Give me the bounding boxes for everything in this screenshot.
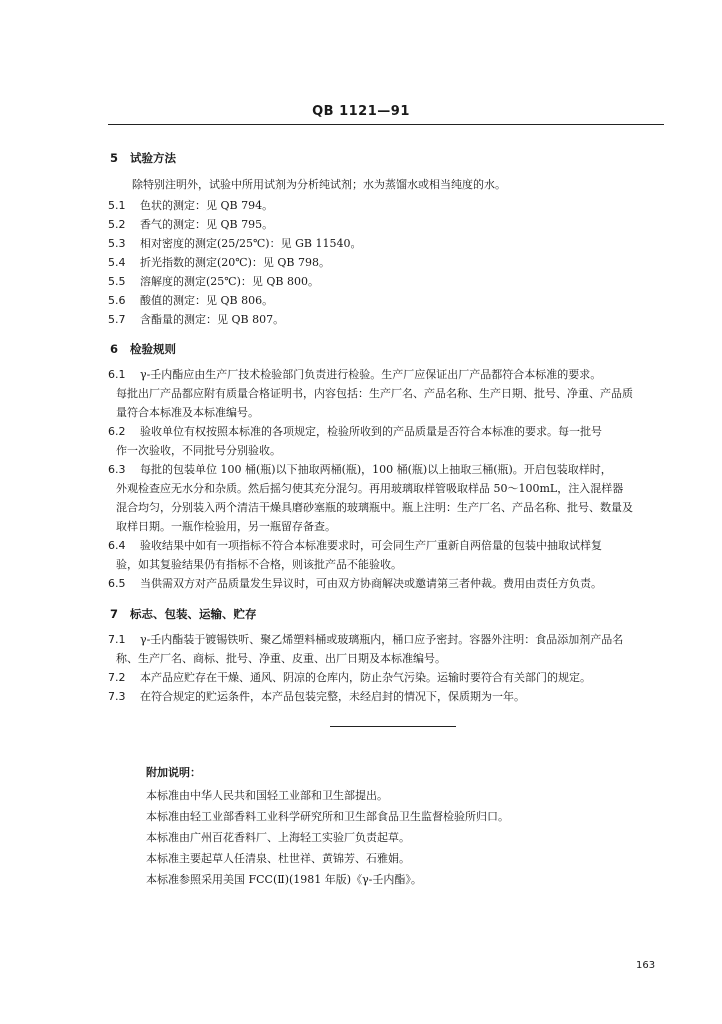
clause-5-7 bbox=[108, 311, 284, 327]
section-number: 5 bbox=[110, 151, 119, 165]
clause-text: 相对密度的测定(25/25℃)：见 GB 11540。 bbox=[140, 237, 362, 250]
section-heading: 试验方法 bbox=[130, 151, 176, 165]
clause-6-1-line-3: 量符合本标准及本标准编号。 bbox=[116, 406, 259, 419]
clause-6-3-line-1 bbox=[108, 461, 612, 477]
clause-number: 5.6 bbox=[108, 294, 126, 307]
clause-5-2 bbox=[108, 216, 273, 232]
clause-text: 在符合规定的贮运条件，本产品包装完整，未经启封的情况下，保质期为一年。 bbox=[140, 690, 525, 703]
clause-number: 7.2 bbox=[108, 671, 126, 684]
section-5-title bbox=[110, 150, 176, 166]
clause-number: 6.5 bbox=[108, 577, 126, 590]
clause-5-4 bbox=[108, 254, 330, 270]
clause-6-1-line-1 bbox=[108, 366, 601, 382]
clause-number: 6.1 bbox=[108, 368, 126, 381]
section-6-title bbox=[110, 341, 176, 357]
additional-notes-title: 附加说明： bbox=[146, 766, 201, 779]
section-5-intro: 除特别注明外，试验中所用试剂为分析纯试剂；水为蒸馏水或相当纯度的水。 bbox=[132, 178, 506, 191]
section-heading: 检验规则 bbox=[130, 342, 176, 356]
clause-7-1-line-1 bbox=[108, 631, 623, 647]
clause-6-5-line-1 bbox=[108, 575, 602, 591]
note-line: 本标准参照采用美国 FCC(Ⅱ)(1981 年版)《γ-壬内酯》。 bbox=[146, 873, 422, 886]
end-of-text-rule bbox=[330, 726, 456, 727]
clause-text: γ-壬内酯装于镀锡铁听、聚乙烯塑料桶或玻璃瓶内，桶口应予密封。容器外注明：食品添加剂产品名 bbox=[140, 633, 624, 646]
clause-text: 折光指数的测定(20℃)：见 QB 798。 bbox=[140, 256, 330, 269]
clause-5-1 bbox=[108, 197, 273, 213]
clause-number: 6.2 bbox=[108, 425, 126, 438]
clause-number: 5.3 bbox=[108, 237, 126, 250]
clause-6-2-line-2: 作一次验收，不同批号分别验收。 bbox=[116, 444, 281, 457]
clause-text: γ-壬内酯应由生产厂技术检验部门负责进行检验。生产厂应保证出厂产品都符合本标准的要求。 bbox=[140, 368, 602, 381]
clause-text: 每批的包装单位 100 桶(瓶)以下抽取两桶(瓶)，100 桶(瓶)以上抽取三桶(瓶)。开启包装取样时， bbox=[140, 463, 612, 476]
clause-7-2-line-1 bbox=[108, 669, 591, 685]
clause-number: 6.3 bbox=[108, 463, 126, 476]
clause-text: 验收结果中如有一项指标不符合本标准要求时，可会同生产厂重新自两倍量的包装中抽取试样复 bbox=[140, 539, 602, 552]
page-number: 163 bbox=[636, 960, 656, 971]
section-heading: 标志、包装、运输、贮存 bbox=[130, 607, 257, 621]
clause-7-1-line-2: 称、生产厂名、商标、批号、净重、皮重、出厂日期及本标准编号。 bbox=[116, 652, 446, 665]
clause-text: 色状的测定：见 QB 794。 bbox=[140, 199, 274, 212]
clause-text: 溶解度的测定(25℃)：见 QB 800。 bbox=[140, 275, 319, 288]
note-line: 本标准主要起草人任清泉、杜世祥、黄锦芳、石雅娟。 bbox=[146, 852, 410, 865]
section-7-title bbox=[110, 606, 257, 622]
clause-6-4-line-1 bbox=[108, 537, 602, 553]
clause-7-3-line-1 bbox=[108, 688, 525, 704]
clause-number: 7.1 bbox=[108, 633, 126, 646]
clause-number: 5.4 bbox=[108, 256, 126, 269]
clause-text: 含酯量的测定：见 QB 807。 bbox=[140, 313, 285, 326]
clause-6-3-line-3: 混合均匀，分别装入两个清洁干燥具磨砂塞瓶的玻璃瓶中。瓶上注明：生产厂名、产品名称、批号、数量及 bbox=[116, 501, 633, 514]
clause-text: 当供需双方对产品质量发生异议时，可由双方协商解决或邀请第三者仲裁。费用由责任方负责。 bbox=[140, 577, 602, 590]
clause-6-3-line-4: 取样日期。一瓶作检验用，另一瓶留存备查。 bbox=[116, 520, 336, 533]
clause-number: 5.1 bbox=[108, 199, 126, 212]
standard-code-header: QB 1121—91 bbox=[312, 104, 410, 119]
clause-6-2-line-1 bbox=[108, 423, 602, 439]
clause-text: 本产品应贮存在干燥、通风、阴凉的仓库内，防止杂气污染。运输时要符合有关部门的规定。 bbox=[140, 671, 591, 684]
clause-number: 6.4 bbox=[108, 539, 126, 552]
clause-5-3 bbox=[108, 235, 361, 251]
clause-number: 5.5 bbox=[108, 275, 126, 288]
clause-text: 验收单位有权按照本标准的各项规定，检验所收到的产品质量是否符合本标准的要求。每一批号 bbox=[140, 425, 602, 438]
clause-6-1-line-2: 每批出厂产品都应附有质量合格证明书，内容包括：生产厂名、产品名称、生产日期、批号、净重、产品质 bbox=[116, 387, 633, 400]
clause-text: 香气的测定：见 QB 795。 bbox=[140, 218, 274, 231]
clause-text: 酸值的测定：见 QB 806。 bbox=[140, 294, 274, 307]
clause-number: 5.2 bbox=[108, 218, 126, 231]
clause-number: 5.7 bbox=[108, 313, 126, 326]
note-line: 本标准由中华人民共和国轻工业部和卫生部提出。 bbox=[146, 789, 388, 802]
clause-5-5 bbox=[108, 273, 319, 289]
section-number: 7 bbox=[110, 607, 119, 621]
clause-number: 7.3 bbox=[108, 690, 126, 703]
note-line: 本标准由广州百花香料厂、上海轻工实验厂负责起草。 bbox=[146, 831, 410, 844]
section-number: 6 bbox=[110, 342, 119, 356]
clause-5-6 bbox=[108, 292, 273, 308]
clause-6-3-line-2: 外观检查应无水分和杂质。然后摇匀使其充分混匀。再用玻璃取样管吸取样品 50～100mL，注入混样器 bbox=[116, 482, 624, 495]
header-rule bbox=[108, 124, 664, 125]
note-line: 本标准由轻工业部香料工业科学研究所和卫生部食品卫生监督检验所归口。 bbox=[146, 810, 509, 823]
clause-6-4-line-2: 验，如其复验结果仍有指标不合格，则该批产品不能验收。 bbox=[116, 558, 402, 571]
